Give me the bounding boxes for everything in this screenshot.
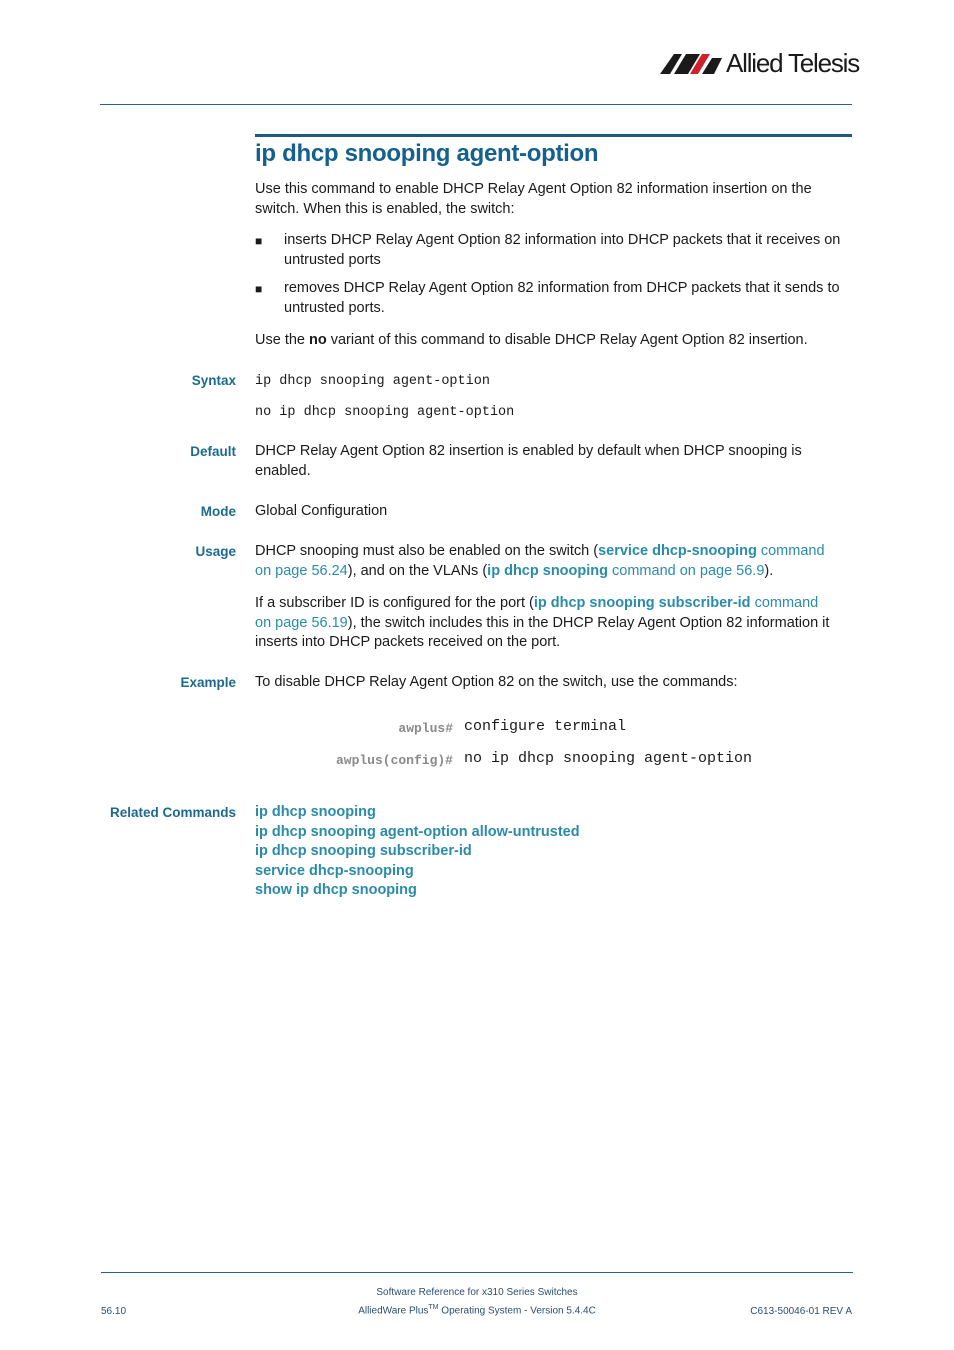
link-ip-dhcp-snooping-subscriber-id[interactable]: ip dhcp snooping subscriber-id bbox=[533, 595, 751, 611]
allied-telesis-logo bbox=[660, 48, 860, 80]
example-prompt-cell bbox=[260, 719, 453, 737]
bullet-line: untrusted ports bbox=[284, 251, 381, 268]
bullet-item bbox=[284, 231, 864, 270]
related-commands-label: Related Commands bbox=[109, 805, 236, 820]
syntax-label: Syntax bbox=[191, 373, 236, 388]
intro-paragraph: Use this command to enable DHCP Relay Agent Option 82 information insertion on the switch. When this is enabled, the switch: bbox=[255, 181, 812, 217]
related-link[interactable]: service dhcp-snooping bbox=[255, 862, 414, 879]
no-variant-paragraph bbox=[255, 331, 855, 351]
text-run: ), the switch includes this in the DHCP Relay Agent Option 82 information it bbox=[347, 614, 830, 631]
example-label: Example bbox=[180, 675, 236, 690]
text-run: DHCP snooping must also be enabled on the switch ( bbox=[255, 543, 599, 559]
cli-prompt: awplus(config)# bbox=[335, 753, 453, 768]
example-text: To disable DHCP Relay Agent Option 82 on the switch, use the commands: bbox=[255, 674, 738, 690]
text-line bbox=[255, 562, 855, 582]
trademark: TM bbox=[428, 1304, 439, 1311]
keyword-no: no bbox=[309, 332, 327, 348]
related-link[interactable]: show ip dhcp snooping bbox=[255, 882, 417, 898]
link-command-text[interactable]: command bbox=[750, 595, 819, 611]
link-page-ref[interactable]: on page 56.19 bbox=[255, 614, 348, 631]
related-link[interactable]: ip dhcp snooping bbox=[255, 804, 376, 820]
bullet-line: untrusted ports. bbox=[284, 299, 385, 316]
bullet-line: removes DHCP Relay Agent Option 82 information from DHCP packets that it sends to bbox=[284, 280, 840, 296]
link-command-text[interactable]: command on page 56.9 bbox=[608, 562, 765, 579]
page-title: ip dhcp snooping agent-option bbox=[255, 140, 599, 167]
document-id: C613-50046-01 REV A bbox=[750, 1306, 852, 1317]
syntax-line: ip dhcp snooping agent-option bbox=[255, 374, 490, 389]
text-run: ), and on the VLANs ( bbox=[347, 562, 488, 579]
logo-mark-icon bbox=[660, 50, 726, 76]
related-link[interactable]: ip dhcp snooping subscriber-id bbox=[255, 843, 472, 859]
footer-text: Operating System - Version 5.4.4C bbox=[438, 1305, 596, 1317]
link-command-text[interactable]: command bbox=[756, 543, 825, 559]
cli-command: no ip dhcp snooping agent-option bbox=[464, 750, 753, 767]
footer-text: AlliedWare Plus bbox=[358, 1305, 429, 1317]
page-number: 56.10 bbox=[101, 1306, 127, 1317]
default-text: DHCP Relay Agent Option 82 insertion is enabled by default when DHCP snooping is enabled. bbox=[255, 443, 802, 479]
text-line bbox=[255, 594, 855, 614]
bullet-square-icon: ■ bbox=[255, 282, 263, 296]
bullet-square-icon: ■ bbox=[255, 234, 263, 248]
mode-label: Mode bbox=[200, 504, 236, 519]
text-line: inserts into DHCP packets received on the port. bbox=[255, 634, 561, 650]
title-rule bbox=[255, 134, 852, 137]
related-link[interactable]: ip dhcp snooping agent-option allow-untrusted bbox=[255, 823, 580, 840]
logo-text: Allied Telesis bbox=[726, 48, 860, 78]
header-divider bbox=[100, 104, 852, 105]
link-ip-dhcp-snooping[interactable]: ip dhcp snooping bbox=[487, 562, 608, 579]
cli-command: configure terminal bbox=[464, 718, 627, 735]
bullet-item bbox=[284, 279, 864, 318]
example-prompt-cell bbox=[260, 751, 453, 769]
syntax-line: no ip dhcp snooping agent-option bbox=[255, 405, 515, 420]
footer-title: Software Reference for x310 Series Switches bbox=[376, 1287, 578, 1298]
text-run: Use the bbox=[255, 332, 309, 348]
text-run: variant of this command to disable DHCP Relay Agent Option 82 insertion. bbox=[326, 332, 808, 348]
bullet-line: inserts DHCP Relay Agent Option 82 information into DHCP packets that it receives on bbox=[284, 232, 841, 248]
text-run: If a subscriber ID is configured for the port ( bbox=[255, 595, 534, 611]
text-line bbox=[255, 614, 855, 634]
text-line bbox=[255, 542, 855, 562]
cli-prompt: awplus# bbox=[398, 721, 453, 736]
link-service-dhcp-snooping[interactable]: service dhcp-snooping bbox=[598, 543, 757, 559]
usage-paragraph-1 bbox=[255, 542, 855, 581]
mode-text: Global Configuration bbox=[255, 503, 388, 519]
default-label: Default bbox=[190, 444, 236, 459]
footer-divider bbox=[101, 1272, 853, 1273]
usage-label: Usage bbox=[195, 544, 236, 559]
related-commands-list bbox=[255, 803, 580, 901]
link-page-ref[interactable]: on page 56.24 bbox=[255, 562, 348, 579]
usage-paragraph-2 bbox=[255, 594, 855, 653]
text-run: ). bbox=[764, 562, 774, 579]
